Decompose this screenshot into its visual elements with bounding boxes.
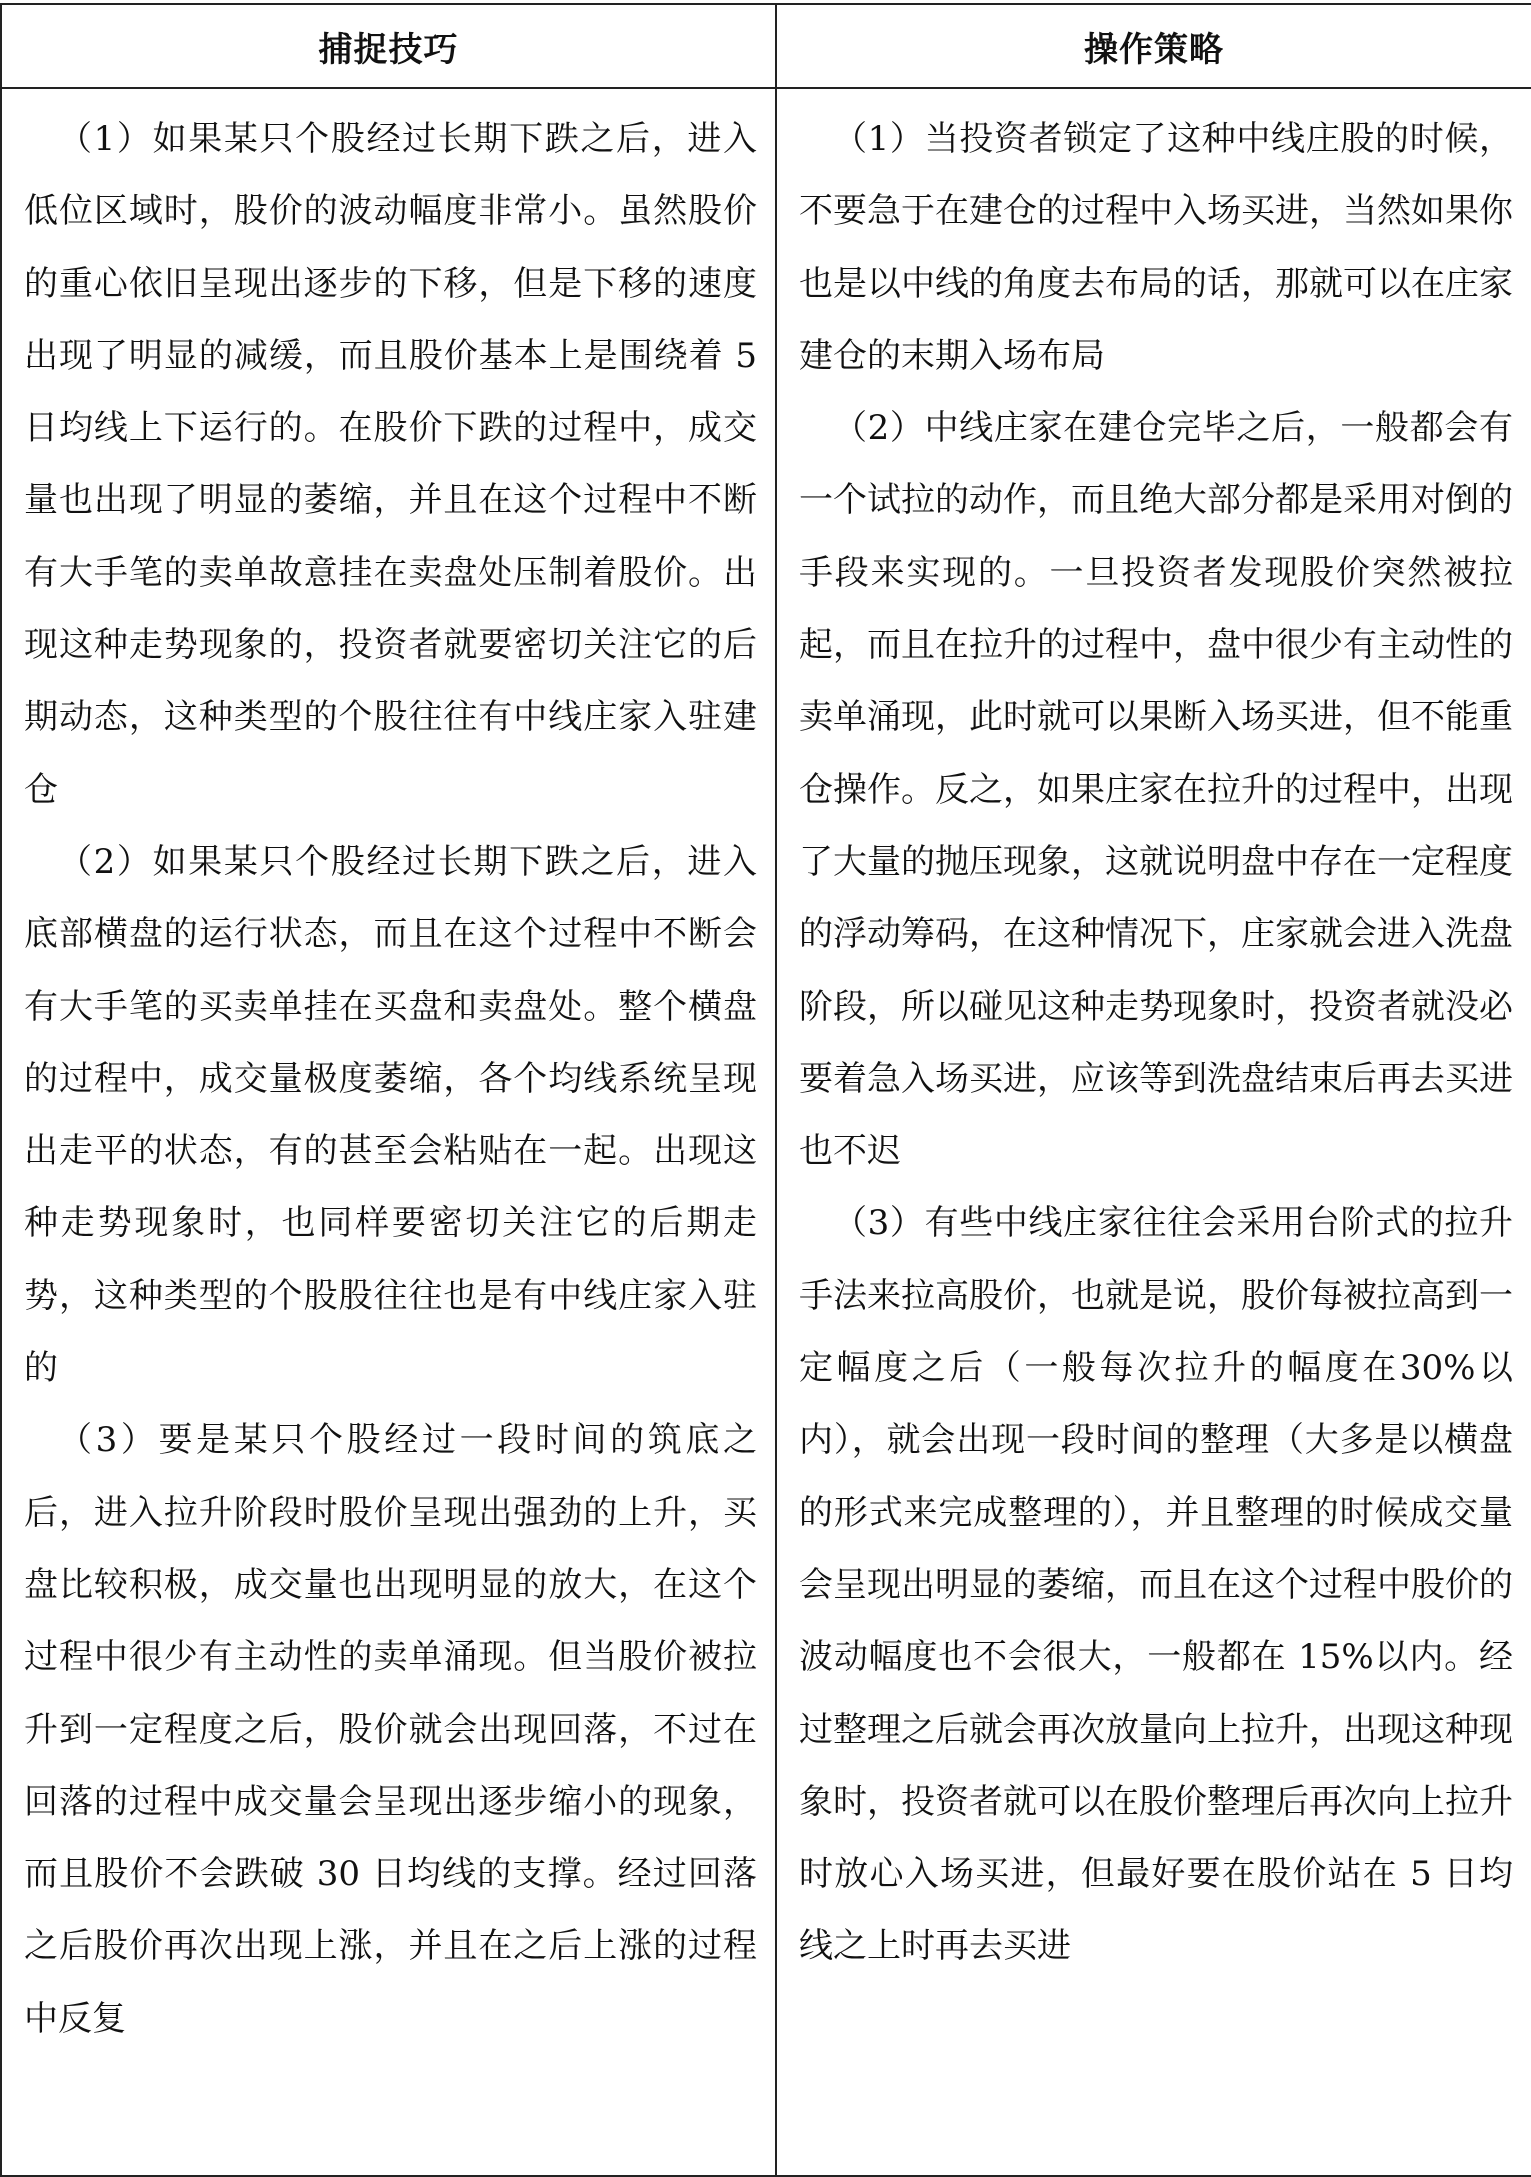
operation-strategy-paragraph-2: （2）中线庄家在建仓完毕之后，一般都会有一个试拉的动作，而且绝大部分都是采用对倒的手段来实现的。一旦投资者发现股价突然被拉起，而且在拉升的过程中，盘中很少有主动性的卖单涌现，此时就可以果断入场买进，但不能重仓操作。反之，如果庄家在拉升的过程中，出现了大量的抛压现象，这就说明盘中存在一定程度的浮动筹码，在这种情况下，庄家就会进入洗盘阶段，所以碰见这种走势现象时，投资者就没必要着急入场买进，应该等到洗盘结束后再去买进也不迟	[799, 408, 1513, 1172]
header-row	[1, 4, 1531, 88]
strategy-table	[0, 3, 1531, 2177]
capture-skill-paragraph-1: （1）如果某只个股经过长期下跌之后，进入低位区域时，股价的波动幅度非常小。虽然股价的重心依旧呈现出逐步的下移，但是下移的速度出现了明显的减缓，而且股价基本上是围绕着 5 日均线上下运行的。在股价下跌的过程中，成交量也出现了明显的萎缩，并且在这个过程中不断有大手笔的卖单故意挂在卖盘处压制着股价。出现这种走势现象的，投资者就要密切关注它的后期动态，这种类型的个股往往有中线庄家入驻建仓	[24, 119, 757, 810]
capture-skill-paragraph-3: （3）要是某只个股经过一段时间的筑底之后，进入拉升阶段时股价呈现出强劲的上升，买盘比较积极，成交量也出现明显的放大，在这个过程中很少有主动性的卖单涌现。但当股价被拉升到一定程度之后，股价就会出现回落，不过在回落的过程中成交量会呈现出逐步缩小的现象，而且股价不会跌破 30 日均线的支撑。经过回落之后股价再次出现上涨，并且在之后上涨的过程中反复	[24, 1420, 757, 2039]
operation-strategy-paragraph-3: （3）有些中线庄家往往会采用台阶式的拉升手法来拉高股价，也就是说，股价每被拉高到一定幅度之后（一般每次拉升的幅度在30%以内），就会出现一段时间的整理（大多是以横盘的形式来完成整理的），并且整理的时候成交量会呈现出明显的萎缩，而且在这个过程中股价的波动幅度也不会很大，一般都在 15%以内。经过整理之后就会再次放量向上拉升，出现这种现象时，投资者就可以在股价整理后再次向上拉升时放心入场买进，但最好要在股价站在 5 日均线之上时再去买进	[799, 1203, 1513, 1967]
header-operation-strategy: 操作策略	[776, 4, 1531, 88]
operation-strategy-cell	[776, 88, 1531, 2176]
operation-strategy-paragraph-1: （1）当投资者锁定了这种中线庄股的时候，不要急于在建仓的过程中入场买进，当然如果你也是以中线的角度去布局的话，那就可以在庄家建仓的末期入场布局	[799, 119, 1513, 376]
capture-skill-paragraph-2: （2）如果某只个股经过长期下跌之后，进入底部横盘的运行状态，而且在这个过程中不断会有大手笔的买卖单挂在买盘和卖盘处。整个横盘的过程中，成交量极度萎缩，各个均线系统呈现出走平的状态，有的甚至会粘贴在一起。出现这种走势现象时，也同样要密切关注它的后期走势，这种类型的个股股往往也是有中线庄家入驻的	[24, 841, 757, 1389]
content-row	[1, 88, 1531, 2176]
header-capture-skills: 捕捉技巧	[1, 4, 776, 88]
capture-skills-cell	[1, 88, 776, 2176]
